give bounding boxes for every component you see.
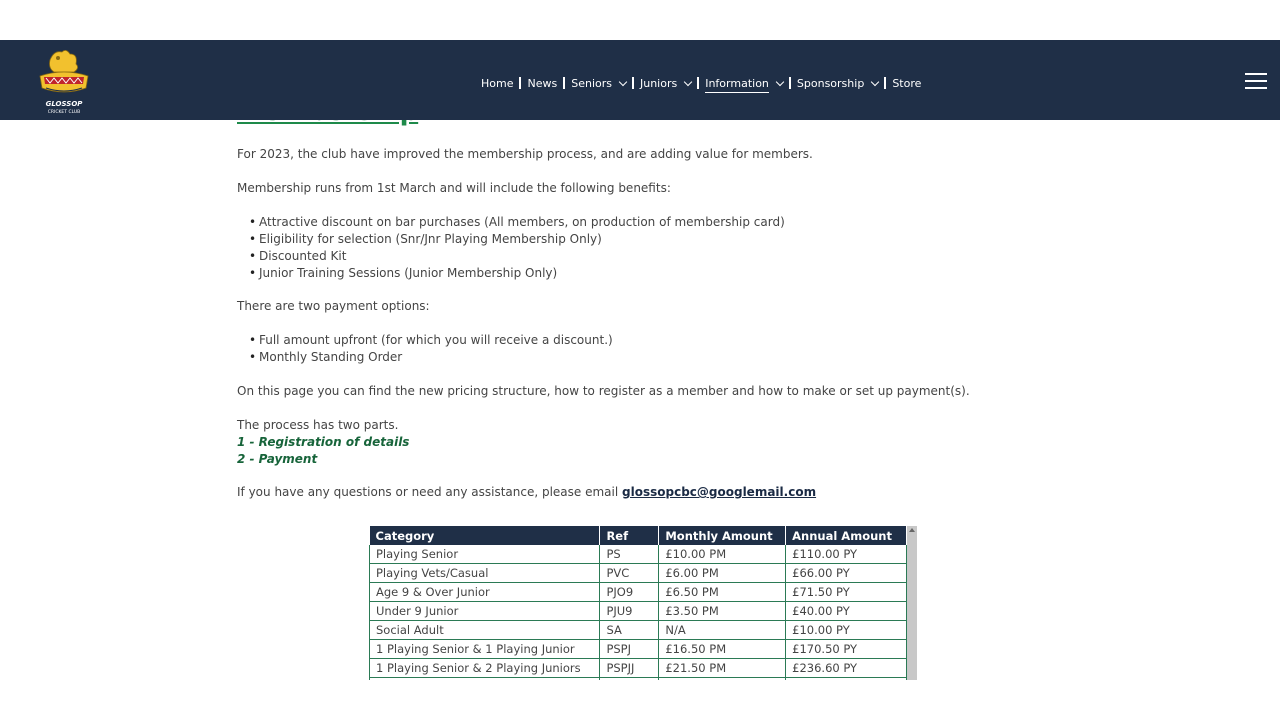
column-header-annual: Annual Amount (786, 526, 907, 545)
cell-monthly: £10.00 PM (659, 545, 786, 564)
cell-category: 1 Playing Senior & 1 Playing Junior (370, 640, 600, 659)
cell-annual: £66.00 PY (786, 564, 907, 583)
cell-monthly: £21.50 PM (659, 659, 786, 678)
contact-text (237, 484, 816, 501)
table-row (370, 621, 907, 640)
cell-monthly: N/A (659, 621, 786, 640)
cell-annual: £236.60 PY (786, 659, 907, 678)
table-row (370, 564, 907, 583)
nav-divider (632, 77, 634, 89)
contact-email-link[interactable]: glossopcbc@googlemail.com (622, 485, 817, 499)
nav-item-sponsorship[interactable] (797, 77, 878, 90)
step-payment: 2 - Payment (237, 452, 318, 466)
payment-options-list (249, 332, 613, 366)
cell-annual (786, 678, 907, 681)
column-header-monthly: Monthly Amount (659, 526, 786, 545)
nav-item-news[interactable] (527, 77, 557, 90)
main-nav (481, 75, 921, 91)
cell-monthly (659, 678, 786, 681)
cell-category: 1 Playing Senior & 2 Playing Juniors (370, 659, 600, 678)
process-intro-text: The process has two parts. (237, 418, 399, 432)
cell-ref: PJU9 (600, 602, 659, 621)
cell-monthly: £6.50 PM (659, 583, 786, 602)
list-item: • Monthly Standing Order (249, 349, 613, 366)
svg-text:CRICKET CLUB: CRICKET CLUB (47, 110, 81, 115)
nav-label[interactable]: Home (481, 76, 514, 90)
nav-label[interactable]: Sponsorship (796, 76, 865, 90)
list-item: • Attractive discount on bar purchases (All members, on production of membership card) (249, 214, 785, 231)
chevron-down-icon[interactable] (776, 77, 784, 85)
nav-divider (697, 77, 699, 89)
cell-monthly: £6.00 PM (659, 564, 786, 583)
benefits-intro-text: Membership runs from 1st March and will include the following benefits: (237, 181, 671, 195)
lion-crest-icon (36, 46, 92, 116)
nav-divider (519, 77, 521, 89)
nav-label[interactable]: Information (705, 77, 769, 93)
cell-annual: £40.00 PY (786, 602, 907, 621)
cell-annual: £170.50 PY (786, 640, 907, 659)
nav-item-seniors[interactable] (571, 77, 626, 90)
pricing-info-text: On this page you can find the new pricing structure, how to register as a member and how to make or set up payment(s). (237, 384, 970, 398)
table-header-row (370, 526, 907, 545)
cell-ref: PJO9 (600, 583, 659, 602)
nav-label[interactable]: News (527, 76, 558, 90)
nav-divider (563, 77, 565, 89)
cell-category: Age 9 & Over Junior (370, 583, 600, 602)
column-header-category: Category (370, 526, 600, 545)
site-header (0, 40, 1280, 120)
cell-annual: £71.50 PY (786, 583, 907, 602)
intro-text: For 2023, the club have improved the membership process, and are adding value for members. (237, 147, 813, 161)
chevron-down-icon[interactable] (871, 77, 879, 85)
chevron-down-icon[interactable] (619, 77, 627, 85)
hamburger-icon[interactable] (1245, 73, 1267, 89)
table-row (370, 545, 907, 564)
pricing-table-container[interactable] (369, 526, 917, 680)
column-header-ref: Ref (600, 526, 659, 545)
table-row (370, 659, 907, 678)
cell-category: Playing Vets/Casual (370, 564, 600, 583)
club-logo[interactable] (36, 46, 92, 116)
cell-monthly: £3.50 PM (659, 602, 786, 621)
benefits-list (249, 214, 785, 282)
nav-divider (884, 77, 886, 89)
chevron-down-icon[interactable] (684, 77, 692, 85)
cell-monthly: £16.50 PM (659, 640, 786, 659)
table-row (370, 640, 907, 659)
cell-ref: PSPJ (600, 640, 659, 659)
payment-intro-text: There are two payment options: (237, 299, 430, 313)
list-item: • Eligibility for selection (Snr/Jnr Playing Membership Only) (249, 231, 785, 248)
pricing-table (369, 526, 907, 680)
list-item: • Full amount upfront (for which you will receive a discount.) (249, 332, 613, 349)
table-scrollbar[interactable] (907, 526, 917, 680)
cell-ref: PVC (600, 564, 659, 583)
cell-category (370, 678, 600, 681)
list-item: • Discounted Kit (249, 248, 785, 265)
nav-item-store[interactable] (892, 77, 921, 90)
cell-ref: PSPJJ (600, 659, 659, 678)
scroll-up-arrow-icon[interactable] (909, 528, 915, 532)
nav-item-juniors[interactable] (640, 77, 691, 90)
nav-label[interactable]: Juniors (639, 76, 678, 90)
svg-text:GLOSSOP: GLOSSOP (45, 100, 83, 108)
step-registration: 1 - Registration of details (237, 435, 410, 449)
nav-label[interactable]: Store (892, 76, 922, 90)
nav-item-information[interactable] (705, 74, 783, 93)
list-item: • Junior Training Sessions (Junior Membership Only) (249, 265, 785, 282)
process-block (237, 417, 409, 468)
cell-ref: PS (600, 545, 659, 564)
cell-ref: SA (600, 621, 659, 640)
table-row (370, 678, 907, 681)
table-row (370, 602, 907, 621)
cell-category: Playing Senior (370, 545, 600, 564)
cell-annual: £110.00 PY (786, 545, 907, 564)
cell-ref (600, 678, 659, 681)
nav-item-home[interactable] (481, 77, 513, 90)
cell-category: Social Adult (370, 621, 600, 640)
cell-category: Under 9 Junior (370, 602, 600, 621)
nav-divider (789, 77, 791, 89)
cell-annual: £10.00 PY (786, 621, 907, 640)
contact-label: If you have any questions or need any assistance, please email (237, 485, 623, 499)
nav-label[interactable]: Seniors (571, 76, 612, 90)
table-row (370, 583, 907, 602)
